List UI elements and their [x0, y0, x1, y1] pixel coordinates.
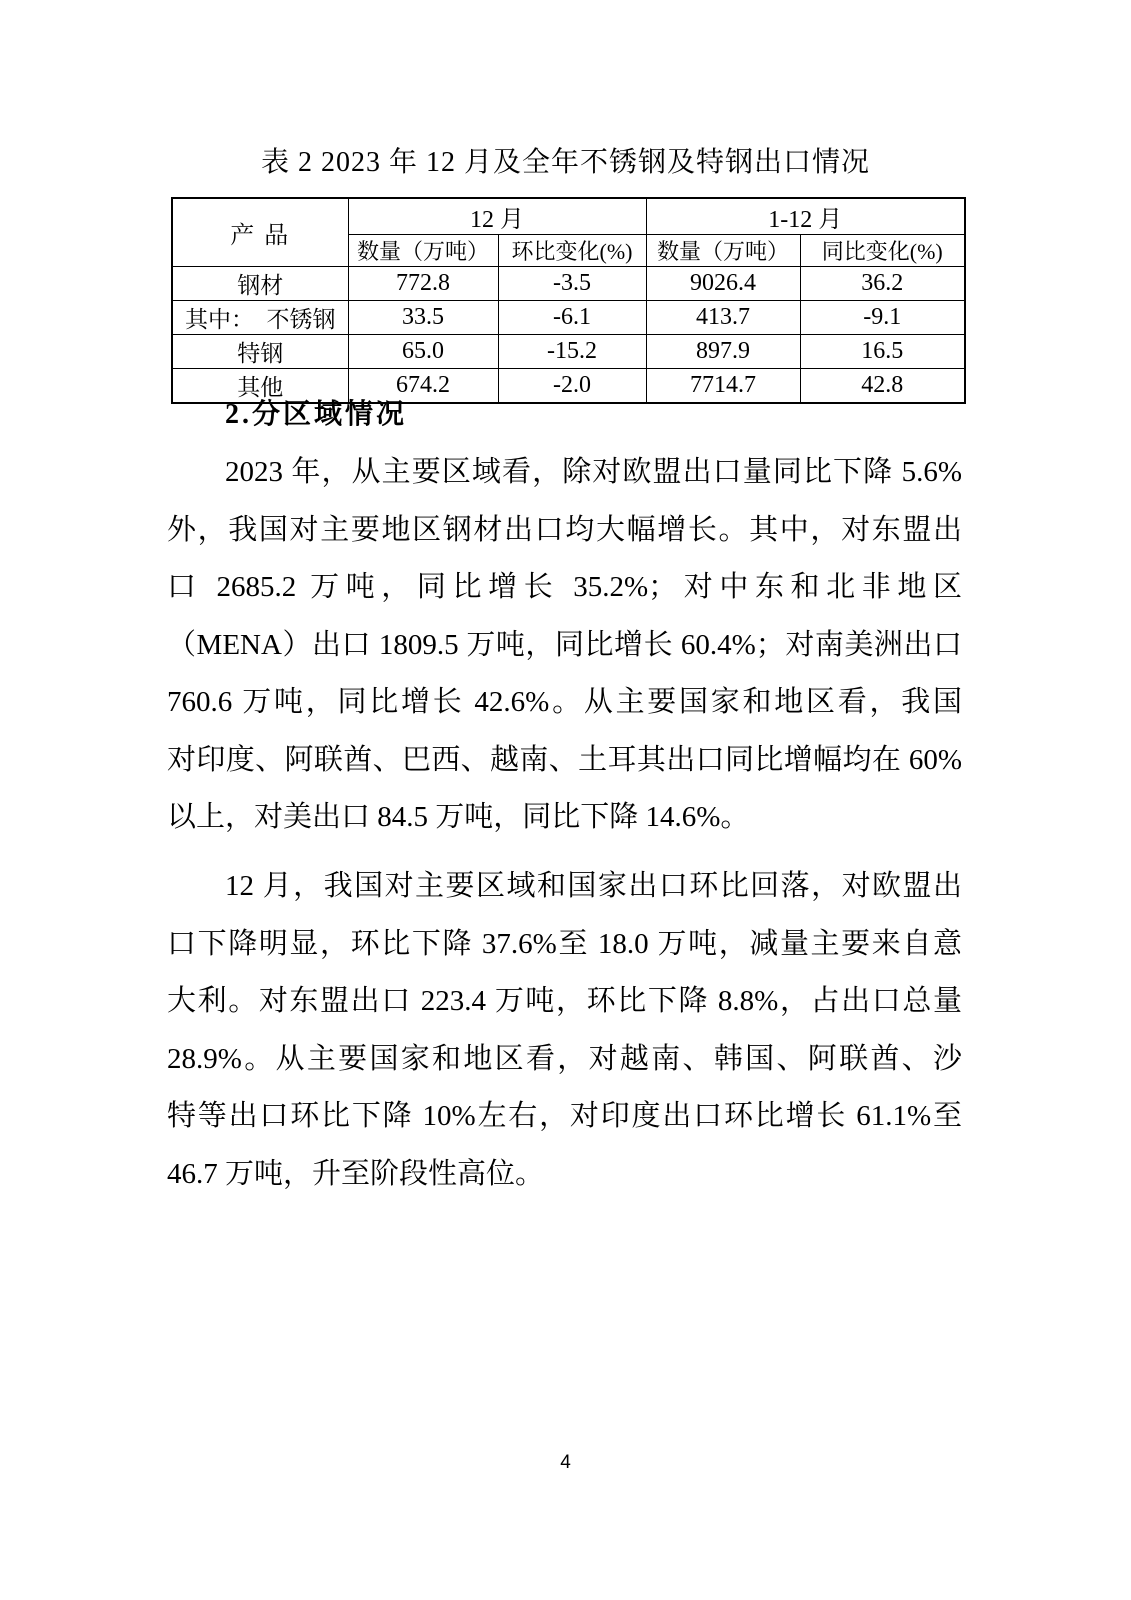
cell-value: 897.9 [646, 335, 800, 369]
cell-value: -3.5 [498, 267, 646, 301]
section-heading: 2.分区域情况 [225, 399, 408, 430]
paragraph-line: 2023 年，从主要区域看，除对欧盟出口量同比下降 5.6% [225, 456, 962, 488]
paragraph-line: （MENA）出口 1809.5 万吨，同比增长 60.4%；对南美洲出口 [167, 628, 962, 661]
cell-value: 413.7 [646, 301, 800, 335]
cell-value: 16.5 [800, 335, 965, 369]
paragraph-regional-annual [167, 444, 962, 847]
paragraph-line: 对印度、阿联酋、巴西、越南、土耳其出口同比增幅均在 60% [167, 743, 962, 776]
table-row [172, 301, 965, 335]
row-label-text: 不锈钢 [266, 307, 336, 332]
table-row [172, 335, 965, 369]
cell-value: -9.1 [800, 301, 965, 335]
cell-value: -15.2 [498, 335, 646, 369]
cell-value: 33.5 [348, 301, 498, 335]
product-header-cell: 产 品 [172, 198, 348, 267]
paragraph-line: 特等出口环比下降 10%左右，对印度出口环比增长 61.1%至 [167, 1100, 962, 1132]
paragraph-line: 12 月，我国对主要区域和国家出口环比回落，对欧盟出 [225, 870, 962, 902]
table-caption: 表 2 2023 年 12 月及全年不锈钢及特钢出口情况 [260, 147, 870, 178]
table-row [172, 267, 965, 301]
paragraph-line: 外，我国对主要地区钢材出口均大幅增长。其中，对东盟出 [167, 513, 962, 546]
subheader-qty-year: 数量（万吨） [646, 235, 800, 267]
row-label-steel: 钢材 [172, 267, 348, 301]
page-number: 4 [560, 1452, 571, 1473]
paragraph-line: 口下降明显，环比下降 37.6%至 18.0 万吨，减量主要来自意 [167, 927, 962, 960]
paragraph-line: 46.7 万吨，升至阶段性高位。 [167, 1157, 545, 1190]
row-label-special-steel: 特钢 [172, 335, 348, 369]
group-header-fullyear: 1-12 月 [646, 198, 965, 235]
group-header-december: 12 月 [348, 198, 646, 235]
cell-value: 674.2 [348, 369, 498, 404]
paragraph-line: 760.6 万吨，同比增长 42.6%。从主要国家和地区看，我国 [167, 686, 962, 718]
cell-value: -6.1 [498, 301, 646, 335]
paragraph-regional-december [167, 858, 962, 1203]
paragraph-line: 大利。对东盟出口 223.4 万吨，环比下降 8.8%，占出口总量 [167, 985, 962, 1017]
paragraph-line: 口 2685.2 万吨，同比增长 35.2%；对中东和北非地区 [167, 571, 962, 603]
subheader-mom-change: 环比变化(%) [498, 235, 646, 267]
paragraph-line: 28.9%。从主要国家和地区看，对越南、韩国、阿联酋、沙 [167, 1042, 962, 1075]
subheader-yoy-change: 同比变化(%) [800, 235, 965, 267]
cell-value: 65.0 [348, 335, 498, 369]
row-label-stainless [172, 301, 348, 335]
row-label-other: 其他 [172, 369, 348, 404]
row-label-prefix: 其中： [185, 307, 254, 332]
paragraph-line: 以上，对美出口 84.5 万吨，同比下降 14.6%。 [167, 801, 750, 833]
cell-value: 7714.7 [646, 369, 800, 404]
subheader-qty-dec: 数量（万吨） [348, 235, 498, 267]
table-header-row-groups [172, 198, 965, 235]
cell-value: 9026.4 [646, 267, 800, 301]
cell-value: 772.8 [348, 267, 498, 301]
steel-export-table [171, 197, 966, 404]
cell-value: -2.0 [498, 369, 646, 404]
cell-value: 36.2 [800, 267, 965, 301]
cell-value: 42.8 [800, 369, 965, 404]
